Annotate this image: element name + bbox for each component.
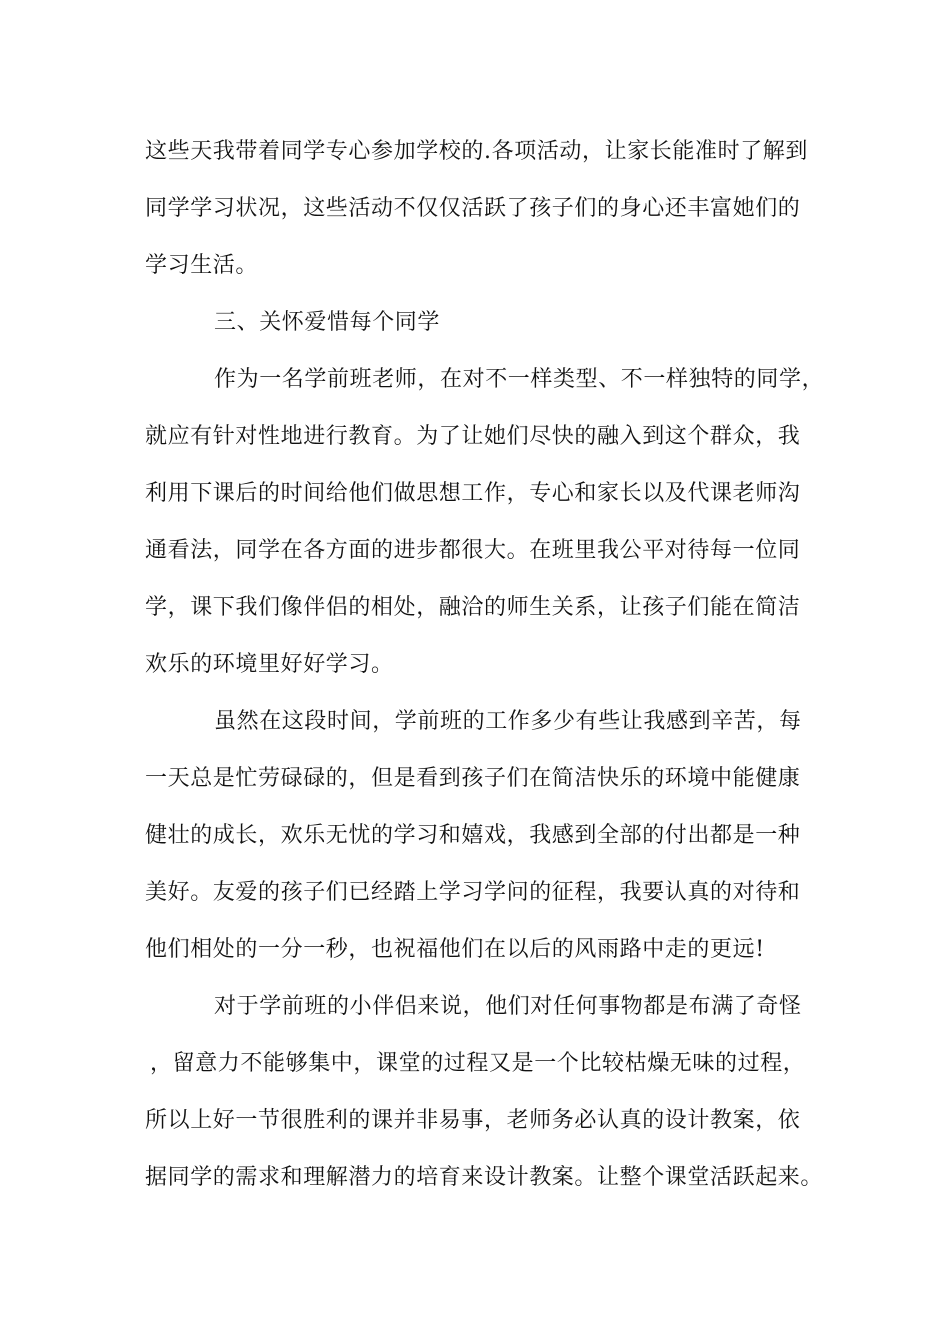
text-line: 作为一名学前班老师，在对不一样类型、不一样独特的同学， bbox=[214, 367, 825, 392]
text-line: 他们相处的一分一秒，也祝福他们在以后的风雨路中走的更远! bbox=[145, 937, 765, 962]
text-line: 同学学习状况，这些活动不仅仅活跃了孩子们的身心还丰富她们的 bbox=[145, 196, 801, 221]
text-line: 通看法，同学在各方面的进步都很大。在班里我公平对待每一位同 bbox=[145, 538, 801, 563]
text-line: 美好。友爱的孩子们已经踏上学习学问的征程，我要认真的对待和 bbox=[145, 880, 801, 905]
text-line: ，留意力不能够集中，课堂的过程又是一个比较枯燥无味的过程， bbox=[150, 1051, 806, 1076]
text-line: 据同学的需求和理解潜力的培育来设计教案。让整个课堂活跃起来。 bbox=[145, 1165, 824, 1190]
text-line: 对于学前班的小伴侣来说，他们对任何事物都是布满了奇怪 bbox=[214, 994, 802, 1019]
text-line: 欢乐的环境里好好学习。 bbox=[145, 652, 394, 677]
text-line: 利用下课后的时间给他们做思想工作，专心和家长以及代课老师沟 bbox=[145, 481, 801, 506]
text-line: 虽然在这段时间，学前班的工作多少有些让我感到辛苦，每 bbox=[214, 709, 802, 734]
text-line: 健壮的成长，欢乐无忧的学习和嬉戏，我感到全部的付出都是一种 bbox=[145, 823, 801, 848]
text-line: 学，课下我们像伴侣的相处，融洽的师生关系，让孩子们能在简洁 bbox=[145, 595, 801, 620]
text-line: 所以上好一节很胜利的课并非易事，老师务必认真的设计教案，依 bbox=[145, 1108, 801, 1133]
text-line: 这些天我带着同学专心参加学校的.各项活动，让家长能准时了解到 bbox=[145, 139, 808, 164]
text-line: 学习生活。 bbox=[145, 253, 259, 278]
text-line: 一天总是忙劳碌碌的，但是看到孩子们在简洁快乐的环境中能健康 bbox=[145, 766, 801, 791]
text-line: 就应有针对性地进行教育。为了让她们尽快的融入到这个群众，我 bbox=[145, 424, 801, 449]
section-heading: 三、关怀爱惜每个同学 bbox=[214, 310, 441, 335]
